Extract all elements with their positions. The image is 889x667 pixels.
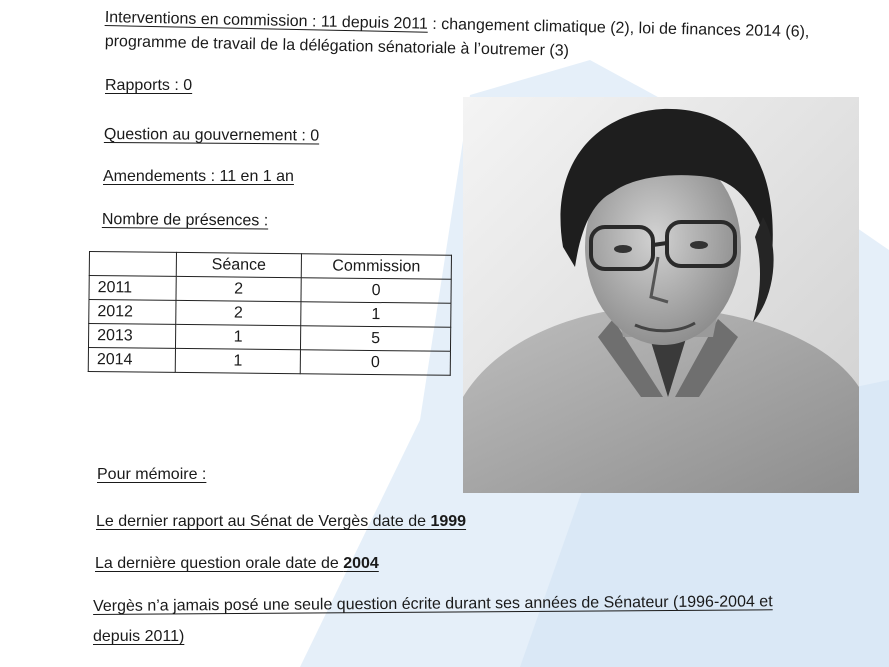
- presences-table: [88, 251, 452, 376]
- table-cell-commission: 0: [301, 278, 451, 304]
- memo-ecrite-line-1: Vergès n’a jamais posé une seule question écrite durant ses années de Sénateur (1996-2004 et: [93, 593, 773, 615]
- table-cell-year: 2014: [88, 347, 175, 372]
- table-header-empty: [89, 252, 176, 277]
- table-cell-seance: 1: [175, 348, 300, 373]
- question-gouvernement-heading: Question au gouvernement : 0: [103, 125, 320, 145]
- table-cell-seance: 2: [176, 276, 301, 301]
- table-header-seance: Séance: [176, 252, 301, 277]
- table-row: [88, 347, 450, 375]
- memo-question-text: La dernière question orale date de: [95, 555, 344, 572]
- portrait-photo: [463, 97, 859, 493]
- interventions-label: Interventions en commission : 11 depuis 2011: [104, 8, 429, 33]
- table-cell-commission: 0: [300, 350, 450, 376]
- table-cell-year: 2013: [88, 324, 175, 349]
- memo-rapport-text: Le dernier rapport au Sénat de Vergès date de: [96, 513, 431, 530]
- memo-rapport-line: [96, 512, 466, 532]
- interventions-text: : changement climatique (2), loi de finances 2014 (6),: [427, 15, 810, 41]
- table-cell-commission: 1: [301, 302, 451, 328]
- table-cell-commission: 5: [300, 326, 450, 352]
- table-cell-seance: 2: [176, 300, 301, 325]
- presences-heading: Nombre de présences :: [101, 210, 269, 230]
- memo-ecrite-line-2: depuis 2011): [93, 628, 185, 645]
- table-header-commission: Commission: [301, 254, 451, 280]
- memo-question-line: [95, 554, 379, 574]
- table-cell-year: 2011: [89, 276, 176, 301]
- rapports-heading: Rapports : 0: [105, 77, 193, 94]
- memo-heading: Pour mémoire :: [97, 466, 207, 483]
- memo-question-year: 2004: [343, 555, 379, 572]
- amendements-heading: Amendements : 11 en 1 an: [103, 168, 294, 185]
- table-cell-seance: 1: [175, 324, 300, 349]
- memo-rapport-year: 1999: [430, 513, 467, 530]
- table-cell-year: 2012: [89, 300, 176, 325]
- interventions-line-2: programme de travail de la délégation sénatoriale à l’outremer (3): [104, 32, 570, 60]
